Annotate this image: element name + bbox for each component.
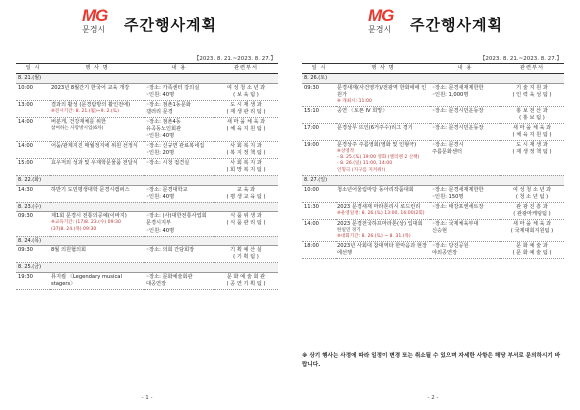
table-row xyxy=(302,106,564,123)
table-row xyxy=(16,273,278,290)
event-subtitle: 한일연 경기 xyxy=(337,227,361,233)
department-line: ( 국제대회지원팀 ) xyxy=(510,227,554,234)
page-number: - 2 - xyxy=(427,395,439,401)
department-cell xyxy=(214,117,278,141)
event-name: 2023 문경전국하프마라톤(상) 입대회 xyxy=(337,220,423,227)
event-detail-cell xyxy=(144,158,214,175)
event-detail-line: ◦인원: 1,000명 xyxy=(432,91,469,98)
column-header: 관련부서 xyxy=(214,64,278,74)
event-name-cell xyxy=(50,100,144,117)
event-detail-line: 대공연장 xyxy=(146,281,167,288)
department-line: 관 광 진 흥 과 xyxy=(516,203,548,210)
department-line: ( 인 력 육 성 팀 ) xyxy=(512,91,552,98)
event-name-cell xyxy=(336,106,430,123)
event-name: 문경새재(사건영가)/전광역 한화에에 인원가 xyxy=(337,84,427,98)
department-line: ( 홍 보 팀 ) xyxy=(519,115,545,121)
event-detail-cell xyxy=(430,242,500,259)
department-line: ( 청 소 년 팀 ) xyxy=(515,193,549,200)
page-header xyxy=(16,0,278,50)
department-cell xyxy=(500,185,564,202)
logo-mark: MG xyxy=(82,6,108,25)
department-cell xyxy=(500,219,564,241)
event-name: 2023년 8월간기 한국어 교육 개강 xyxy=(51,84,130,91)
event-detail-cell xyxy=(430,124,500,141)
event-note: ※전시기간: 8. 21.(월)~9. 2.(토) xyxy=(51,108,119,114)
event-name: 2023년 사회대 참대역타 한마음과 현장에선행 xyxy=(337,243,427,257)
table-header-row xyxy=(16,64,278,74)
event-detail-line: 주름문화센터 xyxy=(432,149,463,156)
day-header-row xyxy=(16,175,278,185)
department-line: ( 체 육 지 원 팀 ) xyxy=(226,125,266,132)
table-row xyxy=(16,212,278,236)
table-header-row xyxy=(302,64,564,74)
table-row xyxy=(302,83,564,106)
event-note: ※교육기간: (17)8. 23.(수) 09:30 xyxy=(51,220,121,226)
department-line: ( 공 연 기 획 팀 ) xyxy=(226,281,266,288)
department-cell xyxy=(214,158,278,175)
event-note: 인형극 (지구를 지켜줘!) xyxy=(337,167,386,173)
event-name: 청소년어울림마당 동아리작품대회 xyxy=(337,186,414,193)
event-detail-line: ◦인원: 40명 xyxy=(146,132,175,139)
event-time: 10:00 xyxy=(302,185,336,202)
event-note: ※운영일정: 8. 26.(토) 13:00, 16:00(2회) xyxy=(337,210,425,216)
event-name: 제1회 문경시 전통의공예(이바지) xyxy=(51,213,127,220)
event-detail-line: 문경시지부 xyxy=(146,220,172,227)
event-name: 뮤지컬 〈Legendary musical stagers〉 xyxy=(51,274,122,288)
date-range: 【2023. 8. 21.~2023. 8. 27.】 xyxy=(479,56,562,62)
event-detail-cell xyxy=(144,212,214,236)
column-header: 행 사 명 xyxy=(336,64,430,74)
event-time: 18:00 xyxy=(302,242,336,259)
department-cell xyxy=(500,106,564,123)
event-time: 17:00 xyxy=(302,124,336,141)
department-line: ( 기 획 팀 ) xyxy=(233,254,259,261)
table-row xyxy=(302,219,564,241)
event-detail-line: ◦장소: 가족센터 강의실 xyxy=(146,84,200,91)
department-cell xyxy=(214,185,278,202)
event-note: - 8. 26.(일) 11:00, 14:00 xyxy=(337,161,393,167)
table-row xyxy=(302,124,564,141)
date-range: 【2023. 8. 21.~2023. 8. 27.】 xyxy=(193,56,276,62)
event-name-cell xyxy=(50,141,144,158)
event-detail-cell xyxy=(144,100,214,117)
event-detail-cell xyxy=(144,117,214,141)
department-line: 여 성 청 소 년 과 xyxy=(226,84,266,91)
event-detail-line: ◦장소: 신규면 관료복네집 xyxy=(146,142,205,149)
event-detail-line: ◦장소: 문경시 xyxy=(432,142,464,149)
event-name-cell xyxy=(336,141,430,176)
department-cell xyxy=(214,100,278,117)
event-detail-line: ◦장소: 의회 간담회장 xyxy=(146,247,195,254)
table-row xyxy=(16,185,278,202)
event-detail-line: ◦인원: 40명 xyxy=(146,193,175,200)
department-line: 기 술 지 원 과 xyxy=(516,84,548,91)
department-cell xyxy=(500,202,564,219)
event-time: 13:00 xyxy=(16,100,50,117)
event-detail-cell xyxy=(430,202,500,219)
event-detail-cell xyxy=(430,219,500,241)
table-row xyxy=(16,246,278,263)
event-time: 14:30 xyxy=(16,185,50,202)
event-name: 효우저외 성과 및 우재학문물품 전달식 xyxy=(51,159,138,166)
department-line: 새 마 을 체 육 과 xyxy=(512,125,552,132)
event-name: 문경상주 주름영회(영화 및 인형극) xyxy=(337,142,417,149)
event-name-cell xyxy=(50,273,144,290)
table-row xyxy=(16,141,278,158)
event-detail-line: 갤러리 문경 xyxy=(146,108,173,115)
event-detail-line: 신승현 xyxy=(432,227,448,234)
day-label: 8. 21.(월) xyxy=(16,74,278,84)
event-detail-line: ◦장소: 문경시민운동장 xyxy=(432,125,484,132)
event-detail-line: ◦장소: 문화예술회관 xyxy=(146,274,193,281)
day-header-row xyxy=(302,175,564,185)
event-name-cell xyxy=(50,117,144,141)
event-time: 19:30 xyxy=(16,273,50,290)
event-detail-line: ◦장소: 시청 접견실 xyxy=(146,159,190,166)
schedule-table xyxy=(302,63,564,259)
event-detail-cell xyxy=(430,106,500,123)
department-line: 홍 보 전 산 과 xyxy=(516,107,548,114)
department-line: ( 재 생 정 책 팀 ) xyxy=(512,149,552,156)
event-detail-line: ◦장소: 문경새재제한한 xyxy=(432,84,484,91)
department-line: 새 마 을 체 육 과 xyxy=(512,220,552,227)
event-name: 2023 문경새재 마라톤리시 로드런리 xyxy=(337,203,421,210)
event-time: 09:30 xyxy=(302,83,336,106)
event-detail-line: ◦장소: 문경대학교 xyxy=(146,186,188,193)
page-number: - 1 - xyxy=(141,395,153,401)
event-detail-line: ◦장소: 점촌1동문화 xyxy=(146,101,191,108)
city-logo xyxy=(82,6,118,40)
event-detail-line: ◦장소: (사)대한전통사업회 xyxy=(146,213,207,220)
city-logo xyxy=(368,6,404,40)
day-label: 8. 27.(일) xyxy=(302,175,564,185)
table-row xyxy=(302,185,564,202)
event-detail-line: ◦인원: 40명 xyxy=(146,91,175,98)
column-header: 관련부서 xyxy=(500,64,564,74)
event-detail-line: ◦장소: 문경시민운동장 xyxy=(432,107,484,114)
event-note: - 8. 25.(토) 19:00 영화 (엘리멘 2 산책) xyxy=(337,155,420,161)
department-line: 교 육 과 xyxy=(236,186,256,193)
event-detail-line: ◦장소: 태강포앤세트장 xyxy=(432,203,484,210)
event-detail-cell xyxy=(144,273,214,290)
department-line: ( 체 육 지 원 팀 ) xyxy=(512,132,552,139)
event-detail-cell xyxy=(144,246,214,263)
day-header-row xyxy=(16,236,278,246)
department-line: 도 시 재 생 과 xyxy=(230,101,262,108)
event-detail-line: ◦장소: 국제체육부대 xyxy=(432,220,479,227)
table-row xyxy=(302,141,564,176)
table-row xyxy=(302,202,564,219)
footnote: ※ 상기 행사는 사정에 따라 일정이 변경 또는 취소될 수 있으며 자세한 사항은 해당 부서로 문의하시기 바랍니다. xyxy=(302,353,561,368)
event-detail-line: ◦장소: 당진공원 xyxy=(432,243,469,250)
table-row xyxy=(16,117,278,141)
table-row xyxy=(16,83,278,100)
department-line: ( 보 육 팀 ) xyxy=(233,91,259,98)
event-detail-line: ◦인원: 40명 xyxy=(146,227,175,234)
event-name: 결과의 활성 (문경탐방의 활인전에) xyxy=(51,101,131,108)
day-label: 8. 25.(금) xyxy=(16,263,278,273)
event-time: 10:00 xyxy=(16,83,50,100)
event-name: 하반기 도민평생대학 문경시캠퍼스 xyxy=(51,186,130,193)
department-cell xyxy=(214,141,278,158)
department-cell xyxy=(214,273,278,290)
day-header-row xyxy=(16,74,278,84)
event-time: 15:10 xyxy=(302,106,336,123)
event-name: 공연 〈토폰 IV 희망〉 xyxy=(337,107,388,114)
event-note: ※상영작 xyxy=(337,149,355,155)
column-header: 행 사 명 xyxy=(50,64,144,74)
day-header-row xyxy=(16,263,278,273)
department-cell xyxy=(214,212,278,236)
department-line: ( 재 생 관 리 팀 ) xyxy=(226,108,266,115)
event-detail-cell xyxy=(144,141,214,158)
day-label: 8. 22.(화) xyxy=(16,175,278,185)
day-label: 8. 23.(수) xyxy=(16,202,278,212)
day-label: 8. 26.(토) xyxy=(302,74,564,84)
department-line: 문 화 예 술 과 xyxy=(516,243,548,250)
department-line: 사 회 복 지 과 xyxy=(230,159,262,166)
event-time: 14:00 xyxy=(302,219,336,241)
department-cell xyxy=(214,246,278,263)
event-name-cell xyxy=(50,246,144,263)
column-header: 내 용 xyxy=(430,64,500,74)
department-line: 식 품 위 생 과 xyxy=(230,213,262,220)
document-title: 주간행사계획 xyxy=(410,16,503,34)
event-detail-line: ◦장소: 점촌4동 xyxy=(146,118,181,125)
department-cell xyxy=(500,242,564,259)
department-line: ( 복 지 정 책 팀 ) xyxy=(226,149,266,156)
event-note: ※ 개최시: 11:00 xyxy=(337,98,372,104)
event-name-cell xyxy=(336,202,430,219)
day-header-row xyxy=(302,74,564,84)
department-line: 문 화 예 술 회 관 xyxy=(226,274,266,281)
department-line: 사 회 복 지 과 xyxy=(230,142,262,149)
event-name-cell xyxy=(336,219,430,241)
document-title: 주간행사계획 xyxy=(124,16,217,34)
department-line: ( 문 화 예 술 팀 ) xyxy=(512,250,552,257)
event-subtitle: 참여하는 사랑방시업(6차) xyxy=(51,125,104,131)
department-line: ( 평 생 교 육 팀 ) xyxy=(226,193,266,200)
column-header: 내 용 xyxy=(144,64,214,74)
logo-city-name: 문경시 xyxy=(368,25,392,34)
event-name: 버분게, 건강재체를 위한 xyxy=(51,118,107,125)
table-row xyxy=(302,242,564,259)
event-time: 14:00 xyxy=(16,141,50,158)
event-name: 문경상무 뜨인(6거주수)리그 경기 xyxy=(337,125,413,132)
logo-mark: MG xyxy=(368,6,394,25)
schedule-page-1 xyxy=(16,0,278,410)
schedule-page-2 xyxy=(302,0,564,410)
event-time: 09:30 xyxy=(16,246,50,263)
department-line: 여 성 청 소 년 과 xyxy=(512,186,552,193)
event-name-cell xyxy=(50,212,144,236)
department-cell xyxy=(214,83,278,100)
department-line: ( 관광마케팅팀 ) xyxy=(513,210,551,217)
event-detail-cell xyxy=(430,141,500,176)
event-detail-line: ◦인원: 20명 xyxy=(146,149,175,156)
event-detail-line: ◦인원: 150명 xyxy=(432,193,464,200)
event-name-cell xyxy=(50,185,144,202)
department-cell xyxy=(500,141,564,176)
event-time: 11:30 xyxy=(302,202,336,219)
event-name-cell xyxy=(336,242,430,259)
event-note: ※대회기간: 8. 26.(토) ~ 8. 31.(목) xyxy=(337,233,411,239)
event-note: (37)8. 24.(목) 09:30 xyxy=(51,226,97,232)
event-detail-line: 유곡동노인회관 xyxy=(146,125,182,132)
event-detail-cell xyxy=(430,185,500,202)
event-name-cell xyxy=(336,83,430,106)
event-name-cell xyxy=(336,185,430,202)
department-line: ( 식 품 관 리 팀 ) xyxy=(226,220,266,227)
department-line: 기 획 예 산 실 xyxy=(230,247,262,254)
event-time: 15:00 xyxy=(16,158,50,175)
event-time: 09:30 xyxy=(16,212,50,236)
event-name: 어둠/관제지진 매월정지에 위원 선정식 xyxy=(51,142,138,149)
logo-city-name: 문경시 xyxy=(82,25,106,34)
event-name: 8월 의원협의회 xyxy=(51,247,87,254)
event-detail-cell xyxy=(144,185,214,202)
schedule-table xyxy=(16,63,278,290)
page-header xyxy=(302,0,564,50)
event-name-cell xyxy=(50,83,144,100)
event-detail-line: ◦장소: 문경새재제한한 xyxy=(432,186,484,193)
column-header: 일 시 xyxy=(16,64,50,74)
event-detail-cell xyxy=(430,83,500,106)
department-cell xyxy=(500,124,564,141)
event-detail-cell xyxy=(144,83,214,100)
table-row xyxy=(16,100,278,117)
day-header-row xyxy=(16,202,278,212)
event-time: 14:00 xyxy=(16,117,50,141)
department-line: 도 시 재 생 과 xyxy=(516,142,548,149)
event-time: 19:00 xyxy=(302,141,336,176)
event-detail-line: 야외공연장 xyxy=(432,250,458,257)
department-cell xyxy=(500,83,564,106)
column-header: 일 시 xyxy=(302,64,336,74)
table-row xyxy=(16,158,278,175)
department-line: ( 회 망 복 지 팀 ) xyxy=(226,166,266,173)
event-name-cell xyxy=(336,124,430,141)
day-label: 8. 24.(목) xyxy=(16,236,278,246)
event-name-cell xyxy=(50,158,144,175)
department-line: 새 마 을 체 육 과 xyxy=(226,118,266,125)
